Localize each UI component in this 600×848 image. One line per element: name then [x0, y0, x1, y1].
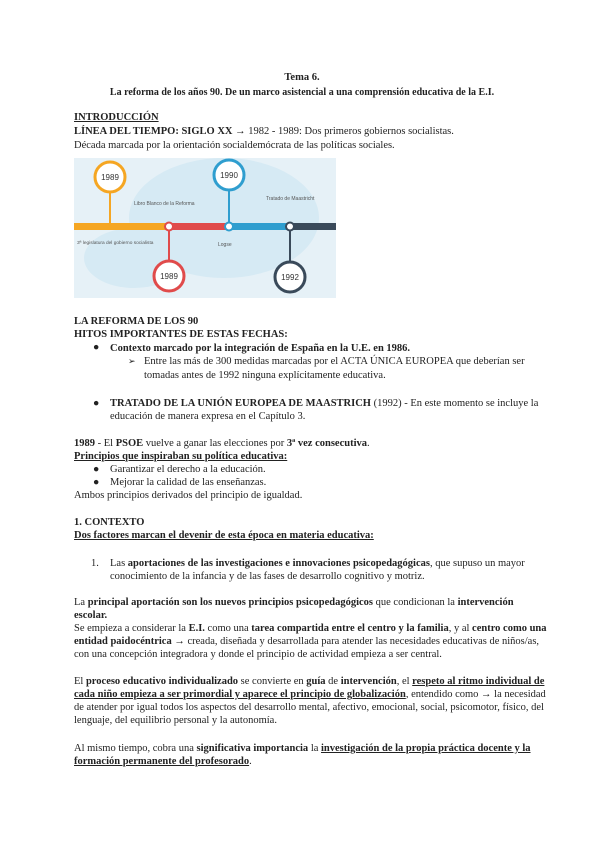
timeline-line: LÍNEA DEL TIEMPO: SIGLO XX → 1982 - 1989: Dos primeros gobiernos socialistas. [74, 126, 454, 137]
year-1992: 1992 [281, 273, 299, 282]
label-logse: Logse [218, 242, 232, 248]
bullet-icon: ● [93, 398, 100, 409]
principio-2: Mejorar la calidad de las enseñanzas. [110, 477, 267, 488]
para-a-line2: escolar. [74, 610, 108, 621]
label-legislatura: 3ª legislatura del gobierno socialista [77, 241, 154, 246]
para-b-line3: de atender por igual todos los aspectos del desarrollo mental, afectivo, emocional, social, psicomotor, físico, del [74, 702, 544, 713]
principio-1: Garantizar el derecho a la educación. [110, 464, 266, 475]
year-1989b: 1989 [160, 272, 178, 281]
label-tratado: Tratado de Maastricht [266, 196, 315, 202]
para-b-line2: cada niño empieza a ser primordial y aparece el principio de globalización, entendido como → la necesidad [74, 689, 546, 700]
decada-line: Década marcada por la orientación socialdemócrata de las políticas sociales. [74, 140, 395, 151]
para-b-line4: lenguaje, del equilibrio personal y la autonomía. [74, 715, 277, 726]
reforma-heading: LA REFORMA DE LOS 90 [74, 316, 199, 327]
node-2 [225, 223, 233, 231]
bullet-icon: ● [93, 477, 100, 488]
timeline-figure [74, 158, 336, 298]
hito-2: TRATADO DE LA UNIÓN EUROPEA DE MAASTRICH (1992) - En este momento se incluye la [110, 398, 539, 409]
year-1990: 1990 [220, 171, 238, 180]
year-1989a: 1989 [101, 173, 119, 182]
para-a-line5: con una concepción integradora y donde el principio de actividad empieza a ser central. [74, 649, 442, 660]
hito-1-sub-a: Entre las más de 300 medidas marcadas por el ACTA ÚNICA EUROPEA que deberían ser [144, 356, 525, 367]
node-1 [165, 223, 173, 231]
arrow-bullet-icon: ➢ [128, 356, 136, 366]
timeline-svg [74, 158, 336, 298]
para-c-line1: Al mismo tiempo, cobra una significativa importancia la investigación de la propia práctica docente y la [74, 743, 531, 754]
hito-2-line2: educación de manera expresa en el Capítulo 3. [110, 411, 306, 422]
factores-line: Dos factores marcan el devenir de esta época en materia educativa: [74, 530, 374, 541]
tema-label: Tema 6. [284, 72, 320, 83]
factor-1-line1: Las aportaciones de las investigaciones e innovaciones psicopedagógicas, que supuso un mayor [110, 558, 525, 569]
intro-heading: INTRODUCCIÓN [74, 112, 159, 123]
bullet-icon: ● [93, 464, 100, 475]
para-a-line4: entidad paidocéntrica → creada, diseñada y desarrollada para atender las necesidades educativas de niños/as, [74, 636, 540, 647]
para-a-line3: Se empieza a considerar la E.I. como una tarea compartida entre el centro y la familia, y al centro como una [74, 623, 547, 634]
bar-blue [229, 223, 289, 230]
contexto-heading: 1. CONTEXTO [74, 517, 145, 528]
label-libro-blanco: Libro Blanco de la Reforma [134, 201, 195, 207]
document-subtitle: La reforma de los años 90. De un marco asistencial a una comprensión educativa de la E.I. [109, 87, 495, 98]
principios-heading: Principios que inspiraban su política educativa: [74, 451, 288, 462]
bar-dark [289, 223, 336, 230]
bullet-icon: ● [93, 342, 100, 353]
bar-orange [74, 223, 169, 230]
hitos-heading: HITOS IMPORTANTES DE ESTAS FECHAS: [74, 329, 288, 340]
para-a-line1: La principal aportación son los nuevos principios psicopedagógicos que condicionan la intervención [74, 597, 514, 608]
ambos-line: Ambos principios derivados del principio de igualdad. [74, 490, 303, 501]
list-number: 1. [91, 558, 99, 569]
para-b-line1: El proceso educativo individualizado se convierte en guía de intervención, el respeto al ritmo individual de [74, 676, 545, 687]
hito-1-sub-b: tomadas antes de 1992 ninguna explícitamente educativa. [144, 370, 386, 381]
bar-red [169, 223, 229, 230]
node-3 [286, 223, 294, 231]
hito-1: Contexto marcado por la integración de España en la U.E. en 1986. [110, 343, 411, 354]
para-c-line2: formación permanente del profesorado. [74, 756, 252, 767]
factor-1-line2: conocimiento de la infancia y de las fases de desarrollo cognitivo y motriz. [110, 571, 425, 582]
psoe-line: 1989 - El PSOE vuelve a ganar las elecciones por 3ª vez consecutiva. [74, 438, 370, 449]
